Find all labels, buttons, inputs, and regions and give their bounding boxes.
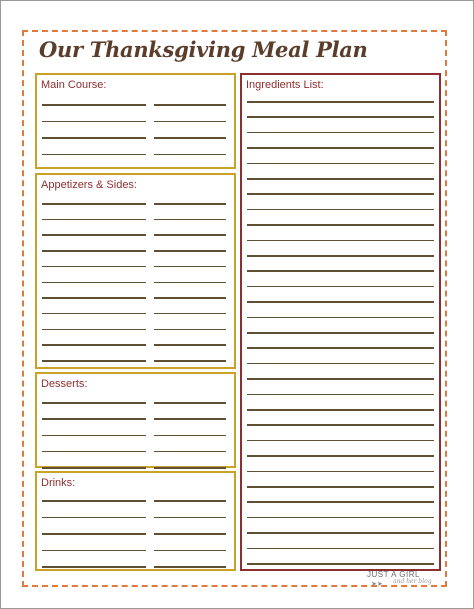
writing-line — [154, 500, 226, 502]
writing-line — [247, 347, 434, 349]
writing-line — [42, 500, 146, 502]
writing-line — [42, 121, 146, 123]
writing-line — [247, 532, 434, 534]
writing-line — [247, 317, 434, 319]
writing-line — [42, 203, 146, 205]
writing-line — [154, 297, 226, 299]
writing-line — [42, 418, 146, 420]
writing-line — [42, 154, 146, 156]
writing-line — [154, 313, 226, 315]
writing-line — [42, 313, 146, 315]
writing-line — [247, 163, 434, 165]
writing-line — [247, 209, 434, 211]
writing-line — [247, 332, 434, 334]
writing-line — [42, 533, 146, 535]
writing-line — [154, 282, 226, 284]
writing-line — [42, 266, 146, 268]
writing-line — [247, 193, 434, 195]
main-course-label: Main Course: — [41, 79, 107, 91]
writing-line — [154, 250, 226, 252]
writing-line — [247, 440, 434, 442]
writing-line — [154, 402, 226, 404]
page-title: Our Thanksgiving Meal Plan — [39, 37, 368, 62]
writing-line — [247, 270, 434, 272]
ingredients-list-label: Ingredients List: — [246, 79, 324, 91]
writing-line — [154, 203, 226, 205]
writing-line — [42, 467, 146, 469]
writing-line — [42, 344, 146, 346]
writing-line — [247, 548, 434, 550]
arrow-icon: ➤➤ — [371, 581, 383, 588]
writing-line — [247, 224, 434, 226]
writing-line — [42, 550, 146, 552]
writing-line — [247, 378, 434, 380]
writing-line — [247, 517, 434, 519]
writing-line — [247, 301, 434, 303]
writing-line — [42, 451, 146, 453]
writing-line — [154, 467, 226, 469]
writing-line — [154, 533, 226, 535]
writing-line — [247, 101, 434, 103]
writing-line — [247, 178, 434, 180]
drinks-label: Drinks: — [41, 477, 76, 489]
writing-line — [247, 455, 434, 457]
writing-line — [42, 360, 146, 362]
writing-line — [42, 517, 146, 519]
writing-line — [154, 219, 226, 221]
brand-logo: JUST A GIRL — [367, 570, 420, 579]
writing-line — [154, 418, 226, 420]
writing-line — [42, 435, 146, 437]
writing-line — [247, 501, 434, 503]
writing-line — [154, 234, 226, 236]
writing-line — [154, 360, 226, 362]
writing-line — [247, 394, 434, 396]
writing-line — [42, 104, 146, 106]
writing-line — [154, 550, 226, 552]
writing-line — [42, 234, 146, 236]
writing-line — [42, 566, 146, 568]
desserts-label: Desserts: — [41, 378, 88, 390]
writing-line — [247, 147, 434, 149]
writing-line — [154, 137, 226, 139]
writing-line — [42, 282, 146, 284]
drinks-box — [35, 471, 236, 571]
desserts-box — [35, 372, 236, 468]
writing-line — [247, 240, 434, 242]
writing-line — [42, 250, 146, 252]
writing-line — [247, 255, 434, 257]
writing-line — [154, 266, 226, 268]
appetizers-sides-label: Appetizers & Sides: — [41, 179, 137, 191]
writing-line — [247, 486, 434, 488]
writing-line — [247, 563, 434, 565]
brand-logo-tagline: and her blog — [393, 578, 432, 585]
writing-line — [42, 402, 146, 404]
writing-line — [42, 329, 146, 331]
writing-line — [154, 435, 226, 437]
writing-line — [247, 116, 434, 118]
writing-line — [247, 363, 434, 365]
writing-line — [154, 121, 226, 123]
writing-line — [42, 219, 146, 221]
writing-line — [154, 329, 226, 331]
writing-line — [154, 344, 226, 346]
writing-line — [247, 424, 434, 426]
writing-line — [247, 409, 434, 411]
writing-line — [42, 297, 146, 299]
writing-line — [247, 286, 434, 288]
writing-line — [247, 471, 434, 473]
writing-line — [247, 132, 434, 134]
writing-line — [154, 517, 226, 519]
writing-line — [154, 566, 226, 568]
writing-line — [154, 451, 226, 453]
writing-line — [154, 154, 226, 156]
writing-line — [154, 104, 226, 106]
writing-line — [42, 137, 146, 139]
